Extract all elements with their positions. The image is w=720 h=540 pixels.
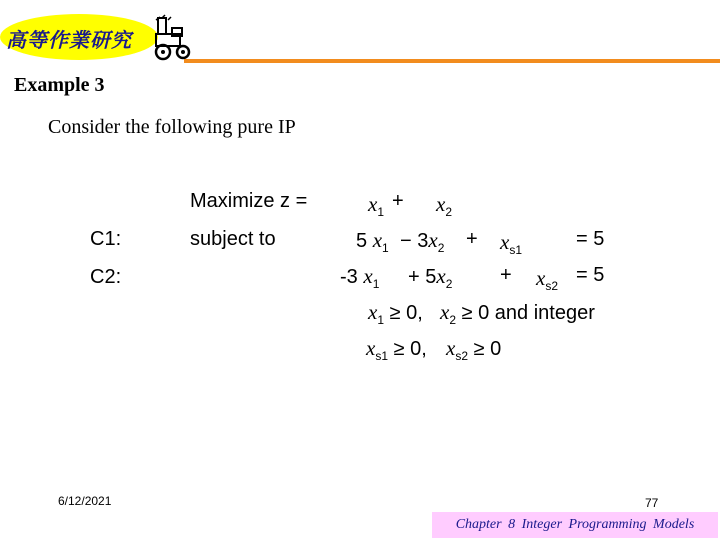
c1-rhs: = 5 xyxy=(576,228,605,250)
nonneg-xs2: $x_{s2} \ge 0$ xyxy=(446,336,502,363)
objective-plus: + xyxy=(392,190,404,212)
tractor-icon xyxy=(150,14,194,62)
footer-date: 6/12/2021 xyxy=(58,494,112,508)
intro-text: Consider the following pure IP xyxy=(48,116,296,138)
constraint-label-c1: C1: xyxy=(90,228,122,250)
header-rule xyxy=(184,59,720,63)
constraint-label-c2: C2: xyxy=(90,266,122,288)
nonneg-x2-integer: $x_2 \ge 0$ and integer xyxy=(440,300,595,327)
slide-title: Example 3 xyxy=(14,74,105,96)
c2-coef-x1: -3 $x_1$ xyxy=(340,264,380,291)
objective-term-x1: $x_1$ xyxy=(368,192,385,219)
c2-rhs: = 5 xyxy=(576,264,605,286)
objective-label: Maximize z = xyxy=(190,190,308,212)
chapter-footer: Chapter 8 Integer Programming Models xyxy=(432,512,718,538)
c1-coef-x1: 5 $x_1$ xyxy=(356,228,389,255)
c1-slack: $x_{s1}$ xyxy=(500,230,523,257)
nonneg-x1: $x_1 \ge 0$, xyxy=(368,300,423,327)
page-number: 77 xyxy=(645,496,659,510)
objective-term-x2: $x_2$ xyxy=(436,192,453,219)
c1-plus: + xyxy=(466,228,478,250)
c1-coef-x2: − $3x_2$ xyxy=(400,228,445,255)
c2-coef-x2: + $5x_2$ xyxy=(408,264,453,291)
c2-slack: $x_{s2}$ xyxy=(536,266,559,293)
logo-title: 高等作業研究 xyxy=(6,28,132,52)
c2-plus: + xyxy=(500,264,512,286)
nonneg-xs1: $x_{s1} \ge 0$, xyxy=(366,336,427,363)
subject-to-label: subject to xyxy=(190,228,276,250)
